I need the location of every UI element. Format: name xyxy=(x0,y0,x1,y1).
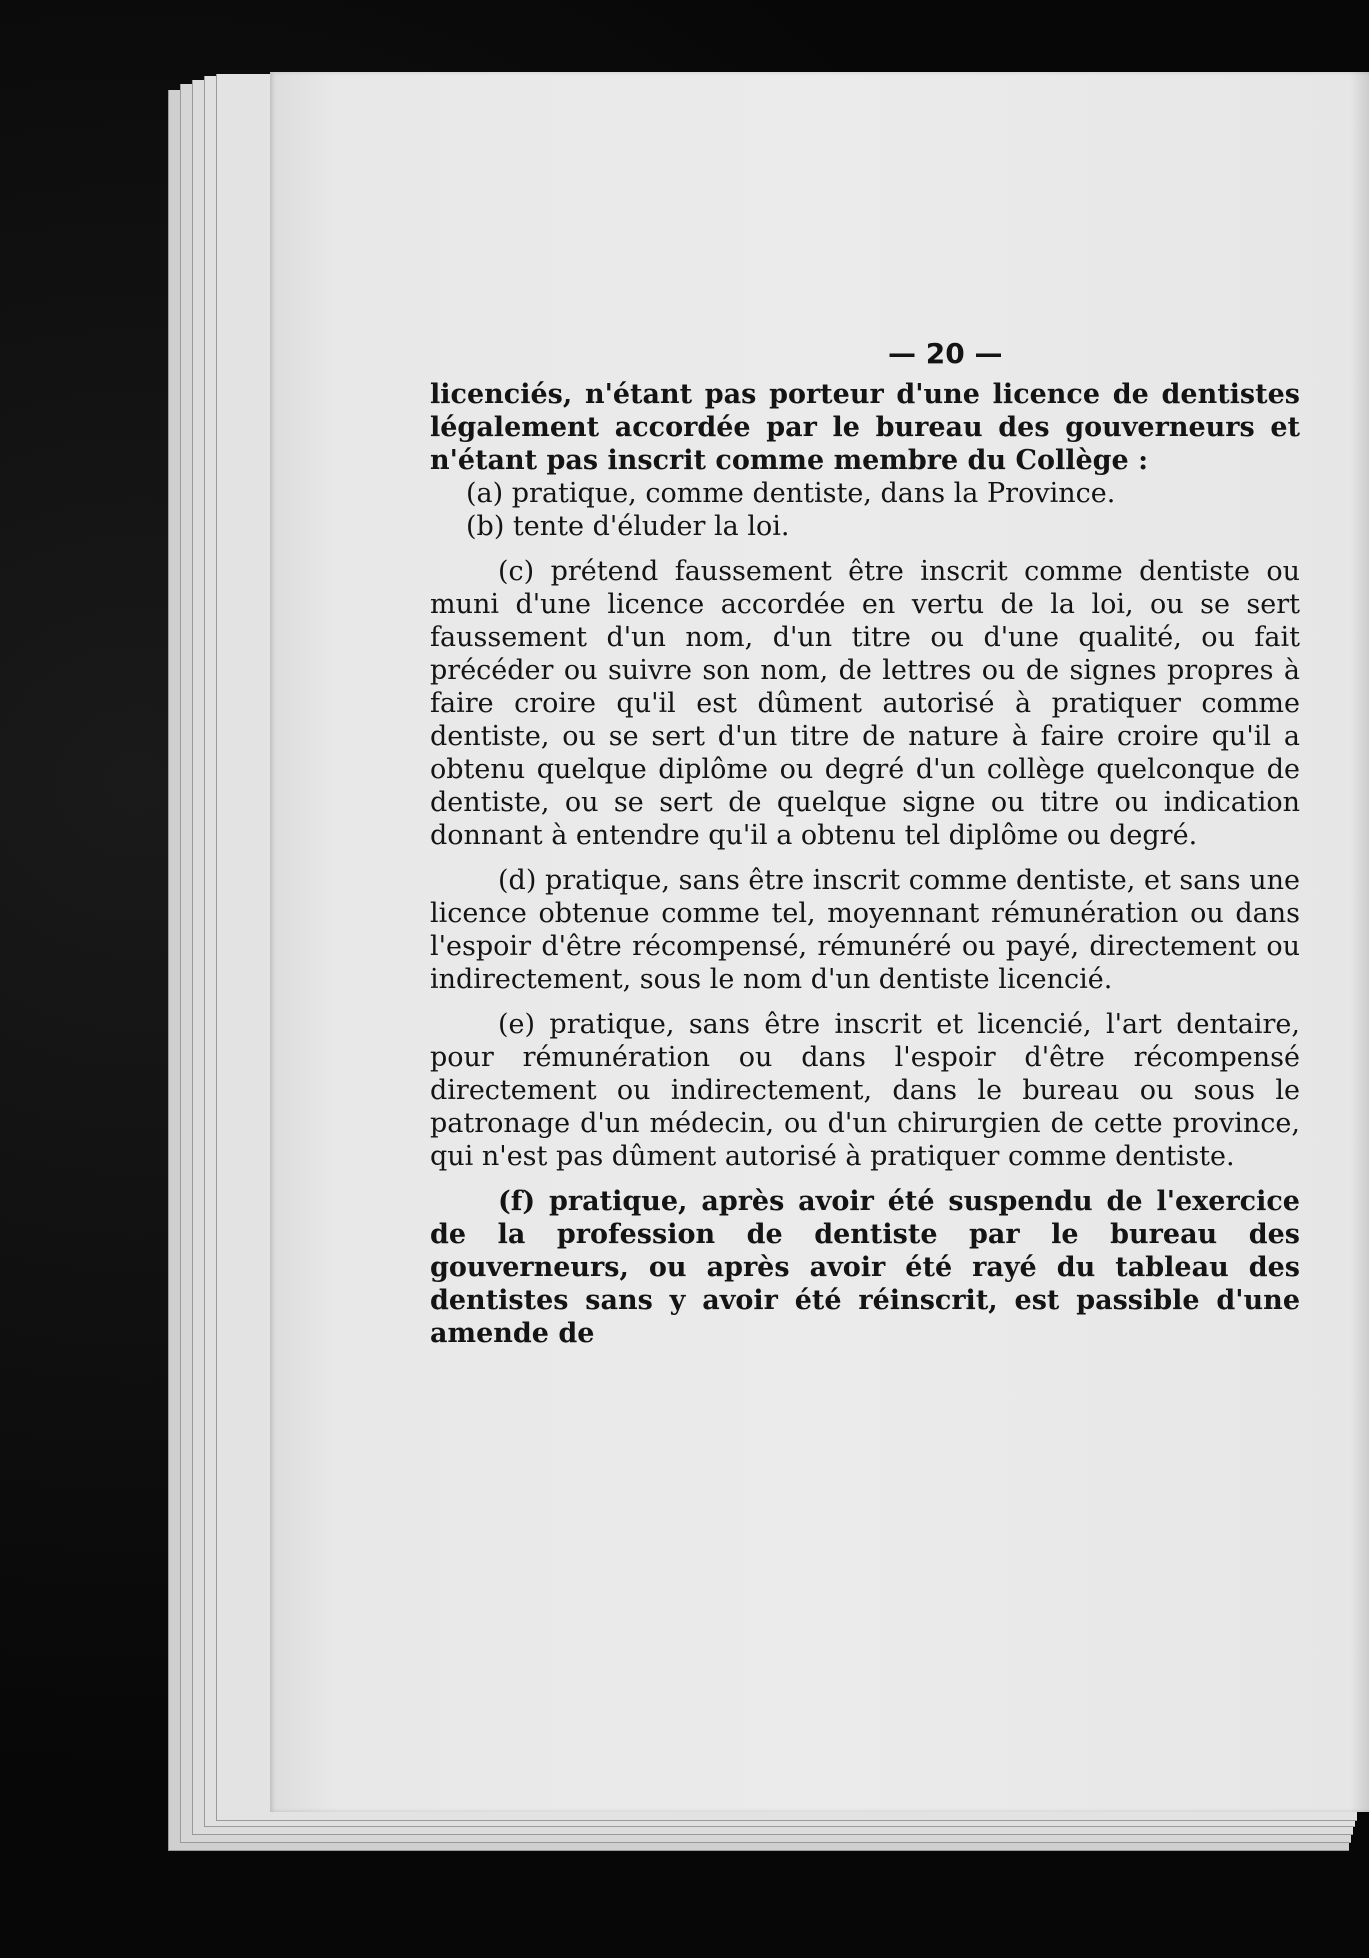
item-d: (d) pratique, sans être inscrit comme dentiste, et sans une licence obtenue comme tel, moyennant rémunération ou dans l'espoir d'être récompensé, rémunéré ou payé, directement ou indirectement, sous le nom d'un dentiste licencié. xyxy=(430,865,1300,995)
page-shadow xyxy=(1350,72,1369,1812)
page-text xyxy=(430,378,1300,1350)
intro-paragraph: licenciés, n'étant pas porteur d'une licence de dentistes légalement accordée par le bureau des gouverneurs et n'étant pas inscrit comme membre du Collège : xyxy=(430,379,1300,476)
item-f: (f) pratique, après avoir été suspendu de l'exercice de la profession de dentiste par le bureau des gouverneurs, ou après avoir été rayé du tableau des dentistes sans y avoir été réinscrit, est passible d'une amende de xyxy=(430,1186,1300,1349)
item-b: (b) tente d'éluder la loi. xyxy=(466,511,790,542)
page-number: — 20 — xyxy=(888,337,1003,370)
item-c: (c) prétend faussement être inscrit comme dentiste ou muni d'une licence accordée en vertu de la loi, ou se sert faussement d'un nom, d'un titre ou d'une qualité, ou fait précéder ou suivre son nom, de lettres ou de signes propres à faire croire qu'il est dûment autorisé à pratiquer comme dentiste, ou se sert d'un titre de nature à faire croire qu'il a obtenu quelque diplôme ou degré d'un collège quelconque de dentiste, ou se sert de quelque signe ou titre ou indication donnant à entendre qu'il a obtenu tel diplôme ou degré. xyxy=(430,556,1300,851)
item-a: (a) pratique, comme dentiste, dans la Province. xyxy=(466,478,1116,509)
item-e: (e) pratique, sans être inscrit et licencié, l'art dentaire, pour rémunération ou dans l'espoir d'être récompensé directement ou indirectement, dans le bureau ou sous le patronage d'un médecin, ou d'un chirurgien de cette province, qui n'est pas dûment autorisé à pratiquer comme dentiste. xyxy=(430,1009,1300,1172)
